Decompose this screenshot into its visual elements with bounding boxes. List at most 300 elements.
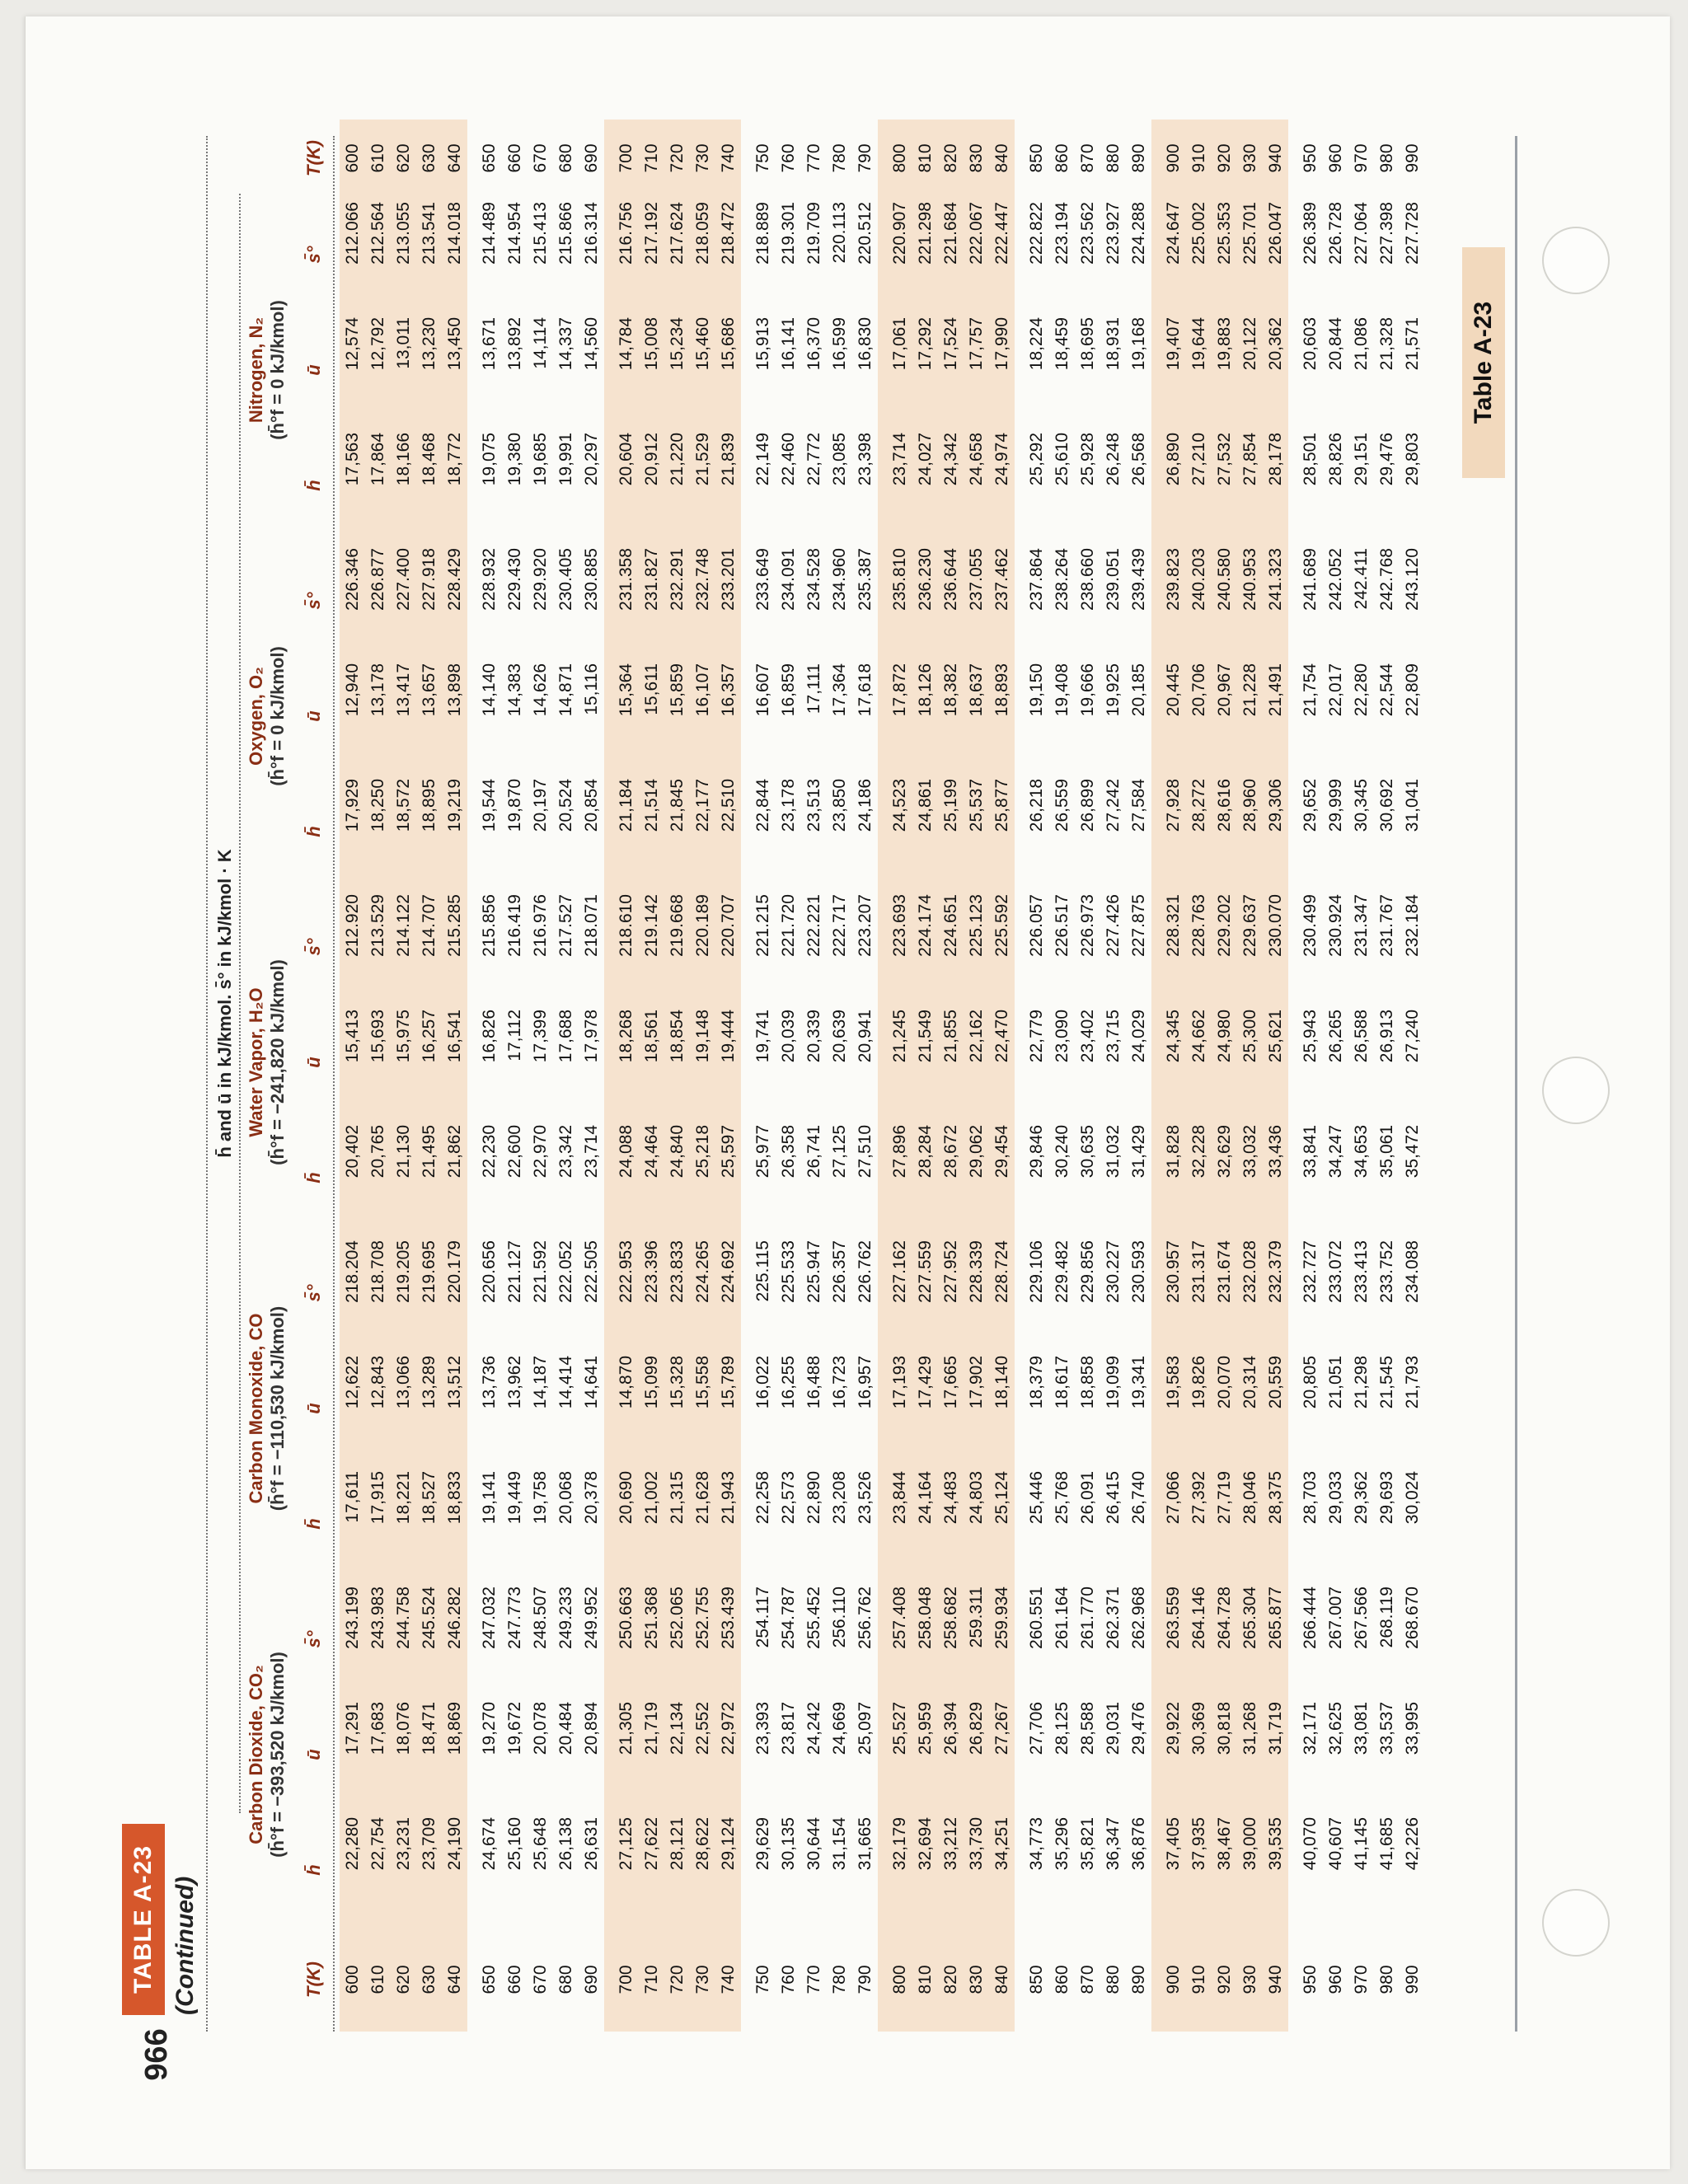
value-cell: 20,078: [531, 1702, 550, 1755]
value-cell: 27,719: [1212, 1466, 1237, 1582]
value-cell: 17,292: [912, 312, 938, 428]
table-row: [442, 120, 467, 2032]
value-cell: 213.055: [391, 197, 416, 312]
temperature-cell: 860: [1053, 143, 1071, 173]
value-cell: 260.551: [1027, 1586, 1046, 1649]
value-cell: 227.875: [1129, 894, 1148, 957]
temperature-cell: 710: [639, 1928, 664, 2032]
value-cell: 26,568: [1129, 433, 1148, 486]
value-cell: 30,635: [1078, 1125, 1097, 1179]
table-row: [1049, 120, 1075, 2032]
value-cell: 29,306: [1263, 774, 1288, 889]
value-cell: 256.762: [856, 1586, 874, 1649]
value-cell: 224.651: [938, 889, 964, 1005]
value-cell: 15,234: [664, 312, 690, 428]
temperature-cell: 820: [938, 1928, 964, 2032]
value-cell: 16,859: [779, 663, 798, 717]
value-cell: 13,417: [391, 658, 416, 774]
value-cell: 229.106: [1027, 1240, 1046, 1303]
value-cell: 246.282: [442, 1582, 467, 1697]
value-cell: 18,869: [442, 1697, 467, 1812]
table-row: [553, 120, 579, 2032]
value-cell: 214.122: [391, 889, 416, 1005]
value-cell: 226.973: [1078, 894, 1097, 957]
group-header-n2: [246, 197, 288, 543]
table-row: [1075, 120, 1100, 2032]
value-cell: 28,622: [690, 1812, 715, 1928]
value-cell: 239.823: [1160, 543, 1186, 658]
value-cell: 20,297: [582, 433, 601, 486]
value-cell: 216.756: [613, 197, 639, 312]
value-cell: 217.527: [556, 894, 575, 957]
value-cell: 18,468: [416, 428, 442, 543]
value-cell: 24,483: [938, 1466, 964, 1582]
temperature-cell: 690: [582, 1965, 601, 1994]
value-cell: 224.692: [715, 1235, 741, 1351]
col-header-temp-left: T(K): [303, 1961, 324, 1998]
value-cell: 26,740: [1129, 1471, 1148, 1525]
value-cell: 224.265: [690, 1235, 715, 1351]
column-headers: [303, 120, 336, 2064]
value-cell: 232.184: [1403, 894, 1422, 957]
value-cell: 15,611: [639, 658, 664, 774]
temperature-cell: 610: [365, 120, 391, 197]
value-cell: 214.489: [480, 202, 499, 265]
value-cell: 20,941: [856, 1010, 874, 1063]
value-cell: 36,347: [1104, 1817, 1123, 1871]
value-cell: 21,495: [416, 1120, 442, 1235]
value-cell: 234.960: [830, 548, 849, 611]
value-cell: 32,694: [912, 1812, 938, 1928]
temperature-cell: 880: [1104, 143, 1123, 173]
value-cell: 15,460: [690, 312, 715, 428]
value-cell: 215.866: [556, 202, 575, 265]
value-cell: 238.264: [1053, 548, 1071, 611]
value-cell: 13,898: [442, 658, 467, 774]
temperature-cell: 600: [340, 1928, 365, 2032]
value-cell: 28,178: [1263, 428, 1288, 543]
value-cell: 16,257: [416, 1005, 442, 1120]
value-cell: 13,178: [365, 658, 391, 774]
group-header-o2: [246, 543, 288, 889]
value-cell: 33,841: [1301, 1125, 1320, 1179]
value-cell: 226.357: [830, 1240, 849, 1303]
value-cell: 16,370: [804, 317, 823, 371]
value-cell: 28,672: [938, 1120, 964, 1235]
value-cell: 18,221: [391, 1466, 416, 1582]
temperature-cell: 710: [639, 120, 664, 197]
header-rule: [333, 136, 335, 2032]
value-cell: 29,033: [1326, 1471, 1345, 1525]
value-cell: 20,844: [1326, 317, 1345, 371]
value-cell: 25,928: [1078, 433, 1097, 486]
value-cell: 258.048: [912, 1582, 938, 1697]
value-cell: 21,855: [938, 1005, 964, 1120]
temperature-cell: 770: [804, 143, 823, 173]
value-cell: 21,184: [613, 774, 639, 889]
value-cell: 222.052: [556, 1240, 575, 1303]
temperature-cell: 970: [1352, 1965, 1371, 1994]
value-cell: 232.379: [1263, 1235, 1288, 1351]
value-cell: 22,258: [753, 1471, 772, 1525]
value-cell: 21,529: [690, 428, 715, 543]
value-cell: 37,935: [1186, 1812, 1212, 1928]
temperature-cell: 640: [442, 120, 467, 197]
value-cell: 227.559: [912, 1235, 938, 1351]
temperature-cell: 840: [989, 1928, 1015, 2032]
value-cell: 226.057: [1027, 894, 1046, 957]
value-cell: 33,081: [1352, 1702, 1371, 1755]
table-row: [852, 120, 878, 2032]
value-cell: 19,991: [556, 433, 575, 486]
value-cell: 259.934: [989, 1582, 1015, 1697]
value-cell: 236.644: [938, 543, 964, 658]
temperature-cell: 780: [830, 1965, 849, 1994]
row-gap: [741, 120, 750, 2032]
temperature-cell: 940: [1263, 120, 1288, 197]
value-cell: 228.429: [442, 543, 467, 658]
value-cell: 20,639: [830, 1010, 849, 1063]
value-cell: 229.856: [1078, 1240, 1097, 1303]
value-cell: 40,070: [1301, 1817, 1320, 1871]
table-row: [502, 120, 528, 2032]
value-cell: 23,709: [416, 1812, 442, 1928]
value-cell: 21,571: [1403, 317, 1422, 371]
value-cell: 28,272: [1186, 774, 1212, 889]
value-cell: 236.230: [912, 543, 938, 658]
value-cell: 222.221: [804, 894, 823, 957]
value-cell: 29,693: [1377, 1471, 1396, 1525]
value-cell: 262.371: [1104, 1586, 1123, 1649]
value-cell: 226.346: [340, 543, 365, 658]
value-cell: 19,099: [1104, 1356, 1123, 1409]
value-cell: 228.724: [989, 1235, 1015, 1351]
value-cell: 23,817: [779, 1702, 798, 1755]
group-name: Oxygen, O₂: [246, 667, 266, 766]
value-cell: 243.983: [365, 1582, 391, 1697]
value-cell: 24,190: [442, 1812, 467, 1928]
value-cell: 245.524: [416, 1582, 442, 1697]
value-cell: 27,854: [1237, 428, 1263, 543]
value-cell: 16,107: [690, 658, 715, 774]
value-cell: 34,251: [989, 1812, 1015, 1928]
value-cell: 17,193: [887, 1351, 912, 1466]
col-header-s: s̄°: [303, 1284, 324, 1302]
value-cell: 21,549: [912, 1005, 938, 1120]
value-cell: 227.064: [1352, 202, 1371, 265]
value-cell: 253.439: [715, 1582, 741, 1697]
value-cell: 13,962: [505, 1356, 524, 1409]
temperature-cell: 820: [938, 120, 964, 197]
temperature-cell: 680: [556, 143, 575, 173]
value-cell: 27,584: [1129, 779, 1148, 832]
value-cell: 32,625: [1326, 1702, 1345, 1755]
value-cell: 29,922: [1160, 1697, 1186, 1812]
temperature-cell: 620: [391, 120, 416, 197]
temperature-cell: 790: [856, 143, 874, 173]
value-cell: 15,008: [639, 312, 664, 428]
value-cell: 13,736: [480, 1356, 499, 1409]
table-row: [887, 120, 912, 2032]
value-cell: 17,915: [365, 1466, 391, 1582]
temperature-cell: 830: [964, 120, 989, 197]
group-header-co2: [246, 1582, 288, 1928]
table-row: [1237, 120, 1263, 2032]
value-cell: 218.708: [365, 1235, 391, 1351]
table-row: [1400, 120, 1425, 2032]
value-cell: 19,883: [1212, 312, 1237, 428]
value-cell: 21,228: [1237, 658, 1263, 774]
value-cell: 214.954: [505, 202, 524, 265]
value-cell: 15,913: [753, 317, 772, 371]
temperature-cell: 810: [912, 1928, 938, 2032]
value-cell: 31,665: [856, 1817, 874, 1871]
value-cell: 22,772: [804, 433, 823, 486]
value-cell: 31,154: [830, 1817, 849, 1871]
value-cell: 26,741: [804, 1125, 823, 1179]
temperature-cell: 610: [365, 1928, 391, 2032]
value-cell: 17,757: [964, 312, 989, 428]
value-cell: 17,665: [938, 1351, 964, 1466]
group-ref: (h̄°f = −393,520 kJ/kmol): [267, 1652, 288, 1858]
value-cell: 239.051: [1104, 548, 1123, 611]
value-cell: 228.339: [964, 1235, 989, 1351]
value-cell: 17,618: [856, 663, 874, 717]
value-cell: 24,164: [912, 1466, 938, 1582]
temperature-cell: 740: [715, 1928, 741, 2032]
value-cell: 238.660: [1078, 548, 1097, 611]
row-gap-cell: [1151, 120, 1160, 2032]
value-cell: 17,902: [964, 1351, 989, 1466]
value-cell: 230.227: [1104, 1240, 1123, 1303]
temperature-cell: 900: [1160, 1928, 1186, 2032]
value-cell: 21,315: [664, 1466, 690, 1582]
value-cell: 229.482: [1053, 1240, 1071, 1303]
value-cell: 18,379: [1027, 1356, 1046, 1409]
value-cell: 25,292: [1027, 433, 1046, 486]
value-cell: 29,124: [715, 1812, 741, 1928]
value-cell: 13,066: [391, 1351, 416, 1466]
value-cell: 27,267: [989, 1697, 1015, 1812]
temperature-cell: 780: [830, 143, 849, 173]
row-gap-cell: [741, 120, 750, 2032]
row-gap-cell: [467, 120, 476, 2032]
value-cell: 16,141: [779, 317, 798, 371]
value-cell: 25,527: [887, 1697, 912, 1812]
col-header-h: h̄: [303, 1864, 324, 1876]
value-cell: 20,339: [804, 1010, 823, 1063]
value-cell: 230.070: [1263, 889, 1288, 1005]
value-cell: 18,166: [391, 428, 416, 543]
value-cell: 35,296: [1053, 1817, 1071, 1871]
value-cell: 17,524: [938, 312, 964, 428]
table-row: [912, 120, 938, 2032]
row-gap-cell: [1015, 120, 1024, 2032]
value-cell: 29,846: [1027, 1125, 1046, 1179]
value-cell: 23,714: [582, 1125, 601, 1179]
temperature-cell: 940: [1263, 1928, 1288, 2032]
table-row: [801, 120, 827, 2032]
value-cell: 221.720: [779, 894, 798, 957]
group-name: Nitrogen, N₂: [246, 316, 266, 424]
value-cell: 24,803: [964, 1466, 989, 1582]
temperature-cell: 740: [715, 120, 741, 197]
value-cell: 26,899: [1078, 779, 1097, 832]
value-cell: 12,792: [365, 312, 391, 428]
group-ref: (h̄°f = −110,530 kJ/kmol): [267, 1305, 288, 1511]
page-number: 966: [139, 2028, 174, 2081]
value-cell: 231.767: [1377, 894, 1396, 957]
temperature-cell: 630: [416, 1928, 442, 2032]
value-cell: 25,300: [1237, 1005, 1263, 1120]
value-cell: 24,027: [912, 428, 938, 543]
value-cell: 20,122: [1237, 312, 1263, 428]
value-cell: 31,041: [1403, 779, 1422, 832]
col-header-u: ū: [303, 1057, 324, 1068]
table-row: [340, 120, 365, 2032]
temperature-cell: 900: [1160, 120, 1186, 197]
value-cell: 24,464: [639, 1120, 664, 1235]
table-row: [365, 120, 391, 2032]
value-cell: 18,076: [391, 1697, 416, 1812]
table-title-tag: TABLE A-23: [122, 1824, 165, 2015]
value-cell: 230.957: [1160, 1235, 1186, 1351]
value-cell: 24,840: [664, 1120, 690, 1235]
value-cell: 29,362: [1352, 1471, 1371, 1525]
value-cell: 19,444: [715, 1005, 741, 1120]
value-cell: 18,895: [416, 774, 442, 889]
value-cell: 26,559: [1053, 779, 1071, 832]
value-cell: 23,850: [830, 779, 849, 832]
value-cell: 20,559: [1263, 1351, 1288, 1466]
value-cell: 239.439: [1129, 548, 1148, 611]
value-cell: 19,583: [1160, 1351, 1186, 1466]
value-cell: 33,436: [1263, 1120, 1288, 1235]
value-cell: 242.768: [1377, 548, 1396, 611]
value-cell: 261.770: [1078, 1586, 1097, 1649]
value-cell: 26,218: [1027, 779, 1046, 832]
value-cell: 23,393: [753, 1702, 772, 1755]
value-cell: 19,150: [1027, 663, 1046, 717]
value-cell: 212.564: [365, 197, 391, 312]
temperature-cell: 890: [1129, 143, 1148, 173]
value-cell: 27,242: [1104, 779, 1123, 832]
value-cell: 21,545: [1377, 1356, 1396, 1409]
value-cell: 26,358: [779, 1125, 798, 1179]
table-row: [827, 120, 852, 2032]
value-cell: 223.207: [856, 894, 874, 957]
value-cell: 221.298: [912, 197, 938, 312]
value-cell: 261.164: [1053, 1586, 1071, 1649]
value-cell: 226.728: [1326, 202, 1345, 265]
value-cell: 29,031: [1104, 1702, 1123, 1755]
value-cell: 24,523: [887, 774, 912, 889]
value-cell: 21,514: [639, 774, 664, 889]
value-cell: 250.663: [613, 1582, 639, 1697]
value-cell: 235.810: [887, 543, 912, 658]
value-cell: 27,622: [639, 1812, 664, 1928]
value-cell: 226.047: [1263, 197, 1288, 312]
value-cell: 22,149: [753, 433, 772, 486]
value-cell: 233.201: [715, 543, 741, 658]
col-header-h: h̄: [303, 1518, 324, 1530]
temperature-cell: 830: [964, 1928, 989, 2032]
value-cell: 24,029: [1129, 1010, 1148, 1063]
value-cell: 22,809: [1403, 663, 1422, 717]
value-cell: 216.314: [582, 202, 601, 265]
value-cell: 19,341: [1129, 1356, 1148, 1409]
value-cell: 218.204: [340, 1235, 365, 1351]
value-cell: 23,526: [856, 1471, 874, 1525]
value-cell: 18,695: [1078, 317, 1097, 371]
value-cell: 265.304: [1237, 1582, 1263, 1697]
value-cell: 22,573: [779, 1471, 798, 1525]
value-cell: 249.952: [582, 1586, 601, 1649]
table-row: [528, 120, 553, 2032]
value-cell: 234.091: [779, 548, 798, 611]
value-cell: 22,779: [1027, 1010, 1046, 1063]
value-cell: 225.002: [1186, 197, 1212, 312]
temperature-cell: 870: [1078, 143, 1097, 173]
value-cell: 16,826: [480, 1010, 499, 1063]
value-cell: 23,844: [887, 1466, 912, 1582]
value-cell: 17,399: [531, 1010, 550, 1063]
table-row: [989, 120, 1015, 2032]
value-cell: 23,714: [887, 428, 912, 543]
value-cell: 215.285: [442, 889, 467, 1005]
value-cell: 13,657: [416, 658, 442, 774]
value-cell: 20,402: [340, 1120, 365, 1235]
value-cell: 25,597: [715, 1120, 741, 1235]
value-cell: 35,472: [1403, 1125, 1422, 1179]
value-cell: 230.885: [582, 548, 601, 611]
value-cell: 38,467: [1212, 1812, 1237, 1928]
value-cell: 22,460: [779, 433, 798, 486]
value-cell: 243.120: [1403, 548, 1422, 611]
value-cell: 22,017: [1326, 663, 1345, 717]
value-cell: 259.311: [964, 1582, 989, 1697]
value-cell: 23,402: [1078, 1010, 1097, 1063]
value-cell: 20,854: [582, 779, 601, 832]
value-cell: 25,097: [856, 1702, 874, 1755]
value-cell: 34,653: [1352, 1125, 1371, 1179]
value-cell: 26,091: [1078, 1471, 1097, 1525]
value-cell: 24,674: [480, 1817, 499, 1871]
value-cell: 24,342: [938, 428, 964, 543]
table-row: [1126, 120, 1151, 2032]
value-cell: 20,805: [1301, 1356, 1320, 1409]
value-cell: 23,085: [830, 433, 849, 486]
value-cell: 232.748: [690, 543, 715, 658]
value-cell: 14,641: [582, 1356, 601, 1409]
value-cell: 230.593: [1129, 1240, 1148, 1303]
value-cell: 22,844: [753, 779, 772, 832]
value-cell: 27,510: [856, 1125, 874, 1179]
table-row: [639, 120, 664, 2032]
value-cell: 19,666: [1078, 663, 1097, 717]
value-cell: 19,270: [480, 1702, 499, 1755]
col-header-s: s̄°: [303, 592, 324, 610]
value-cell: 213.541: [416, 197, 442, 312]
temperature-cell: 670: [531, 1965, 550, 1994]
value-cell: 19,141: [480, 1471, 499, 1525]
value-cell: 234.528: [804, 548, 823, 611]
col-header-temp-right: T(K): [303, 140, 324, 176]
value-cell: 15,789: [715, 1351, 741, 1466]
col-header-s: s̄°: [303, 938, 324, 956]
value-cell: 225.947: [804, 1240, 823, 1303]
value-cell: 27,532: [1212, 428, 1237, 543]
